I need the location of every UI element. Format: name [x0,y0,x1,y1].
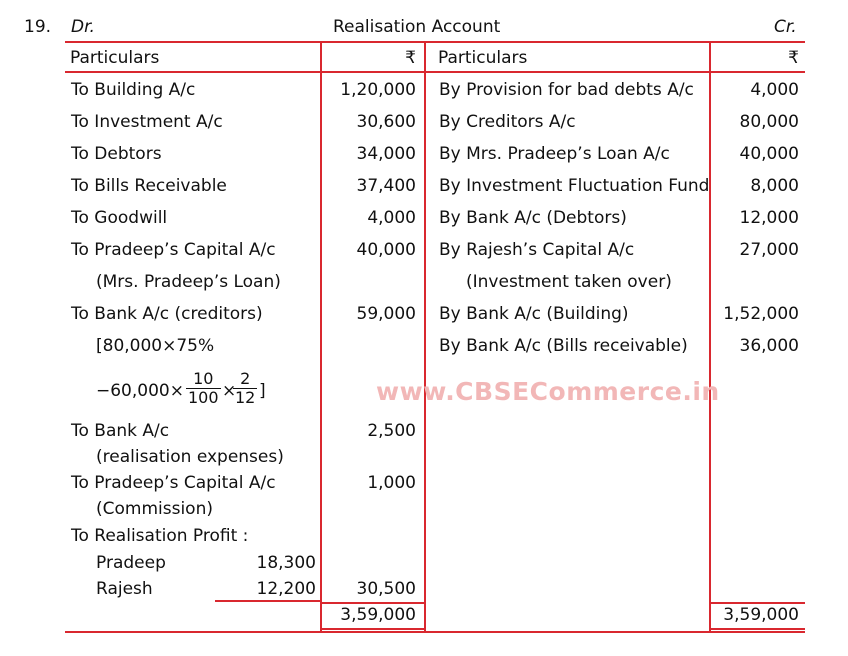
credit-row-label: By Investment Fluctuation Fund [439,176,710,196]
debit-row-label: To Pradeep’s Capital A/c [71,473,276,493]
right-particulars-header: Particulars [438,48,528,68]
debit-row-label: To Pradeep’s Capital A/c [71,240,276,260]
credit-row-label: By Provision for bad debts A/c [439,80,694,100]
question-number: 19. [24,17,52,37]
fraction-1-numerator: 10 [186,370,221,389]
left-currency-header: ₹ [405,48,416,68]
debit-row-label: To Debtors [71,144,162,164]
debit-row-label: To Bills Receivable [71,176,227,196]
debit-row-note: (Commission) [96,499,213,519]
header-bottom-rule [65,71,805,73]
right-currency-header: ₹ [788,48,799,68]
debit-row-amount: 1,000 [367,473,416,493]
credit-row-amount: 12,000 [739,208,799,228]
debit-row-label: To Goodwill [71,208,168,228]
profit-partner-name: Pradeep [96,553,166,573]
formula-suffix: ] [259,381,266,401]
credit-row-label: By Bank A/c (Debtors) [439,208,627,228]
fraction-2-numerator: 2 [233,370,257,389]
formula-prefix: −60,000× [96,381,184,401]
debit-row-label: To Bank A/c (creditors) [71,304,263,324]
profit-partner-amount: 12,200 [256,579,316,599]
debit-total-amount: 3,59,000 [340,605,416,625]
credit-total-bottom-rule [709,628,805,630]
debit-row-note: (realisation expenses) [96,447,284,467]
profit-partner-name: Rajesh [96,579,153,599]
left-particulars-header: Particulars [70,48,160,68]
debit-row-note: [80,000×75% [96,336,215,356]
table-bottom-rule [65,631,805,633]
credit-row-label: By Creditors A/c [439,112,576,132]
center-divider [424,41,426,631]
credit-row-amount: 27,000 [739,240,799,260]
credit-row-label: By Bank A/c (Bills receivable) [439,336,688,356]
cr-label: Cr. [774,17,797,37]
profit-partner-amount: 18,300 [256,553,316,573]
watermark-text: www.CBSECommerce.in [376,377,720,406]
debit-row-amount: 40,000 [356,240,416,260]
profit-total-amount: 30,500 [356,579,416,599]
debit-row-note: (Mrs. Pradeep’s Loan) [96,272,281,292]
debit-row-amount: 34,000 [356,144,416,164]
debit-row-label: To Investment A/c [71,112,223,132]
credit-row-amount: 8,000 [750,176,799,196]
formula-fraction-1 [186,370,221,407]
profit-subtotal-rule [215,600,320,602]
credit-row-note: (Investment taken over) [466,272,672,292]
credit-total-amount: 3,59,000 [723,605,799,625]
debit-row-label: To Realisation Profit : [71,526,249,546]
debit-row-amount: 59,000 [356,304,416,324]
credit-row-label: By Bank A/c (Building) [439,304,629,324]
fraction-2-denominator: 12 [235,388,256,407]
debit-row-amount: 4,000 [367,208,416,228]
credit-row-amount: 80,000 [739,112,799,132]
debit-row-label: To Bank A/c [71,421,170,441]
credit-total-top-rule [709,602,805,604]
credit-row-amount: 4,000 [750,80,799,100]
account-title: Realisation Account [333,17,501,37]
debit-row-amount: 1,20,000 [340,80,416,100]
debit-total-bottom-rule [320,628,426,630]
dr-label: Dr. [71,17,95,37]
formula-fraction-2 [233,370,257,407]
debit-row-label: To Building A/c [71,80,196,100]
credit-row-label: By Mrs. Pradeep’s Loan A/c [439,144,670,164]
debit-row-amount: 2,500 [367,421,416,441]
debit-row-amount: 30,600 [356,112,416,132]
debit-total-top-rule [320,602,426,604]
formula-times: × [222,381,237,401]
credit-row-amount: 40,000 [739,144,799,164]
credit-row-amount: 1,52,000 [723,304,799,324]
table-top-rule [65,41,805,43]
credit-row-amount: 36,000 [739,336,799,356]
credit-row-label: By Rajesh’s Capital A/c [439,240,635,260]
debit-row-amount: 37,400 [356,176,416,196]
fraction-1-denominator: 100 [188,388,219,407]
